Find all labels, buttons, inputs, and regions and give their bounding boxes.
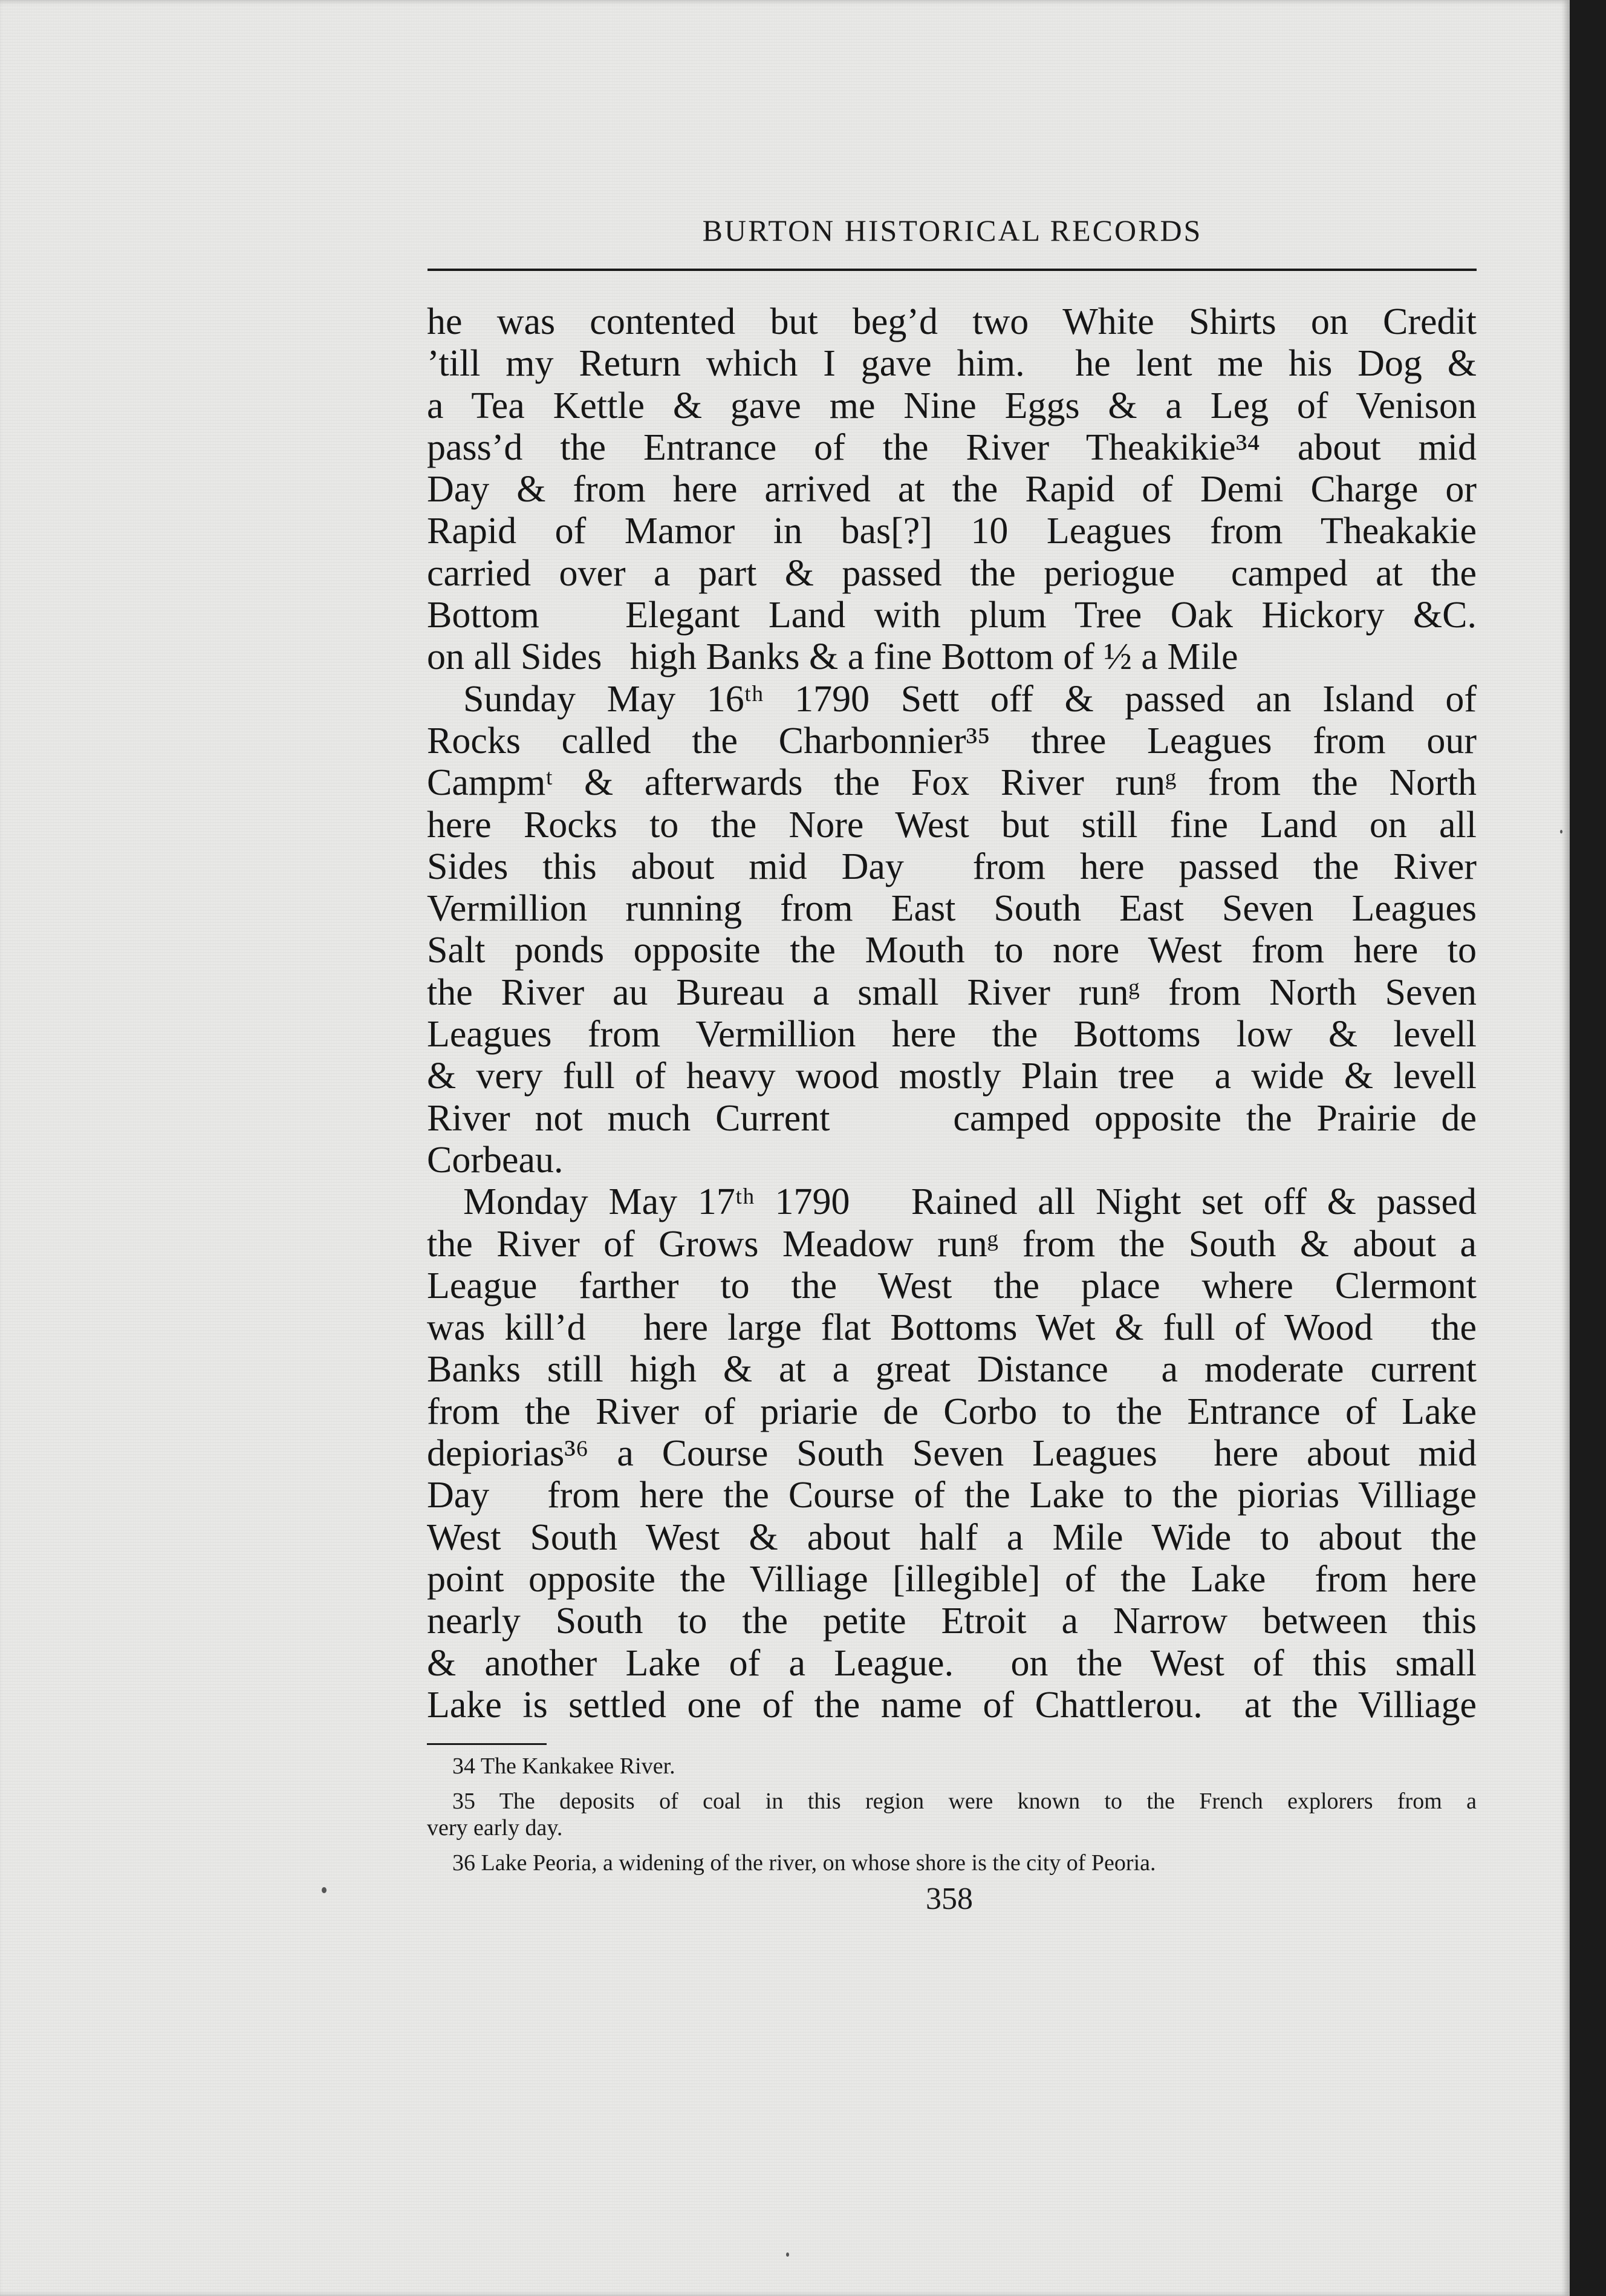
text-line: Leagues from Vermillion here the Bottoms low & levell (427, 1014, 1477, 1055)
text-line: nearly South to the petite Etroit a Narrow between this (427, 1600, 1477, 1642)
text-line: Lake is settled one of the name of Chattlerou. at the Villiage (427, 1684, 1477, 1726)
text-line: Monday May 17ᵗʰ 1790 Rained all Night set off & passed (463, 1181, 1477, 1223)
text-line: carried over a part & passed the periogue camped at the (427, 552, 1477, 594)
text-line: Day & from here arrived at the Rapid of Demi Charge or (427, 469, 1477, 510)
text-line: & very full of heavy wood mostly Plain tree a wide & levell (427, 1055, 1477, 1097)
footnote-line: 35 The deposits of coal in this region were known to the French explorers from a (452, 1789, 1477, 1814)
text-line: Day from here the Course of the Lake to the piorias Villiage (427, 1475, 1477, 1516)
footnote-line: 34 The Kankakee River. (452, 1753, 675, 1779)
paper-speck (1560, 830, 1562, 833)
footnote-line: 36 Lake Peoria, a widening of the river, on whose shore is the city of Peoria. (452, 1850, 1156, 1876)
text-line: he was contented but beg’d two White Shirts on Credit (427, 301, 1477, 342)
running-head: BURTON HISTORICAL RECORDS (702, 214, 1203, 247)
header-rule (428, 269, 1477, 271)
text-line: pass’d the Entrance of the River Theakikie³⁴ about mid (427, 426, 1477, 468)
text-line: Sunday May 16ᵗʰ 1790 Sett off & passed an Island of (463, 678, 1477, 720)
body-text (427, 301, 1477, 1726)
text-line: the River au Bureau a small River runᵍ from North Seven (427, 971, 1477, 1013)
text-line: ’till my Return which I gave him. he lent me his Dog & (427, 343, 1477, 385)
text-line: & another Lake of a League. on the West of this small (427, 1642, 1477, 1684)
text-line: a Tea Kettle & gave me Nine Eggs & a Leg of Venison (427, 385, 1477, 426)
text-line: Banks still high & at a great Distance a moderate current (427, 1349, 1477, 1391)
text-line: River not much Current camped opposite the Prairie de (427, 1097, 1477, 1139)
text-line: Corbeau. (427, 1139, 564, 1181)
text-line: Bottom Elegant Land with plum Tree Oak Hickory &C. (427, 595, 1477, 636)
text-line: here Rocks to the Nore West but still fine Land on all (427, 804, 1477, 846)
footnote-rule (427, 1743, 547, 1745)
footnote-line: very early day. (427, 1815, 563, 1841)
text-line: Vermillion running from East South East Seven Leagues (427, 888, 1477, 930)
text-line: point opposite the Villiage [illegible] of the Lake from here (427, 1558, 1477, 1600)
text-line: the River of Grows Meadow runᵍ from the South & about a (427, 1223, 1477, 1265)
footnotes (427, 1753, 1477, 1876)
paper-speck (786, 2252, 789, 2257)
text-line: was kill’d here large flat Bottoms Wet & full of Wood the (427, 1307, 1477, 1349)
text-line: Rapid of Mamor in bas[?] 10 Leagues from Theakakie (427, 510, 1477, 552)
text-line: on all Sides high Banks & a fine Bottom of ½ a Mile (427, 636, 1238, 678)
paper-speck (322, 1887, 327, 1893)
text-line: Campmᵗ & afterwards the Fox River runᵍ from the North (427, 762, 1477, 804)
text-line: depiorias³⁶ a Course South Seven Leagues here about mid (427, 1433, 1477, 1475)
page-number: 358 (926, 1882, 973, 1916)
text-line: Sides this about mid Day from here passed the River (427, 846, 1477, 887)
text-line: League farther to the West the place where Clermont (427, 1265, 1477, 1306)
text-line: Rocks called the Charbonnier³⁵ three Leagues from our (427, 720, 1477, 762)
text-line: Salt ponds opposite the Mouth to nore West from here to (427, 930, 1477, 971)
text-line: from the River of priarie de Corbo to the Entrance of Lake (427, 1391, 1477, 1432)
text-line: West South West & about half a Mile Wide to about the (427, 1516, 1477, 1558)
